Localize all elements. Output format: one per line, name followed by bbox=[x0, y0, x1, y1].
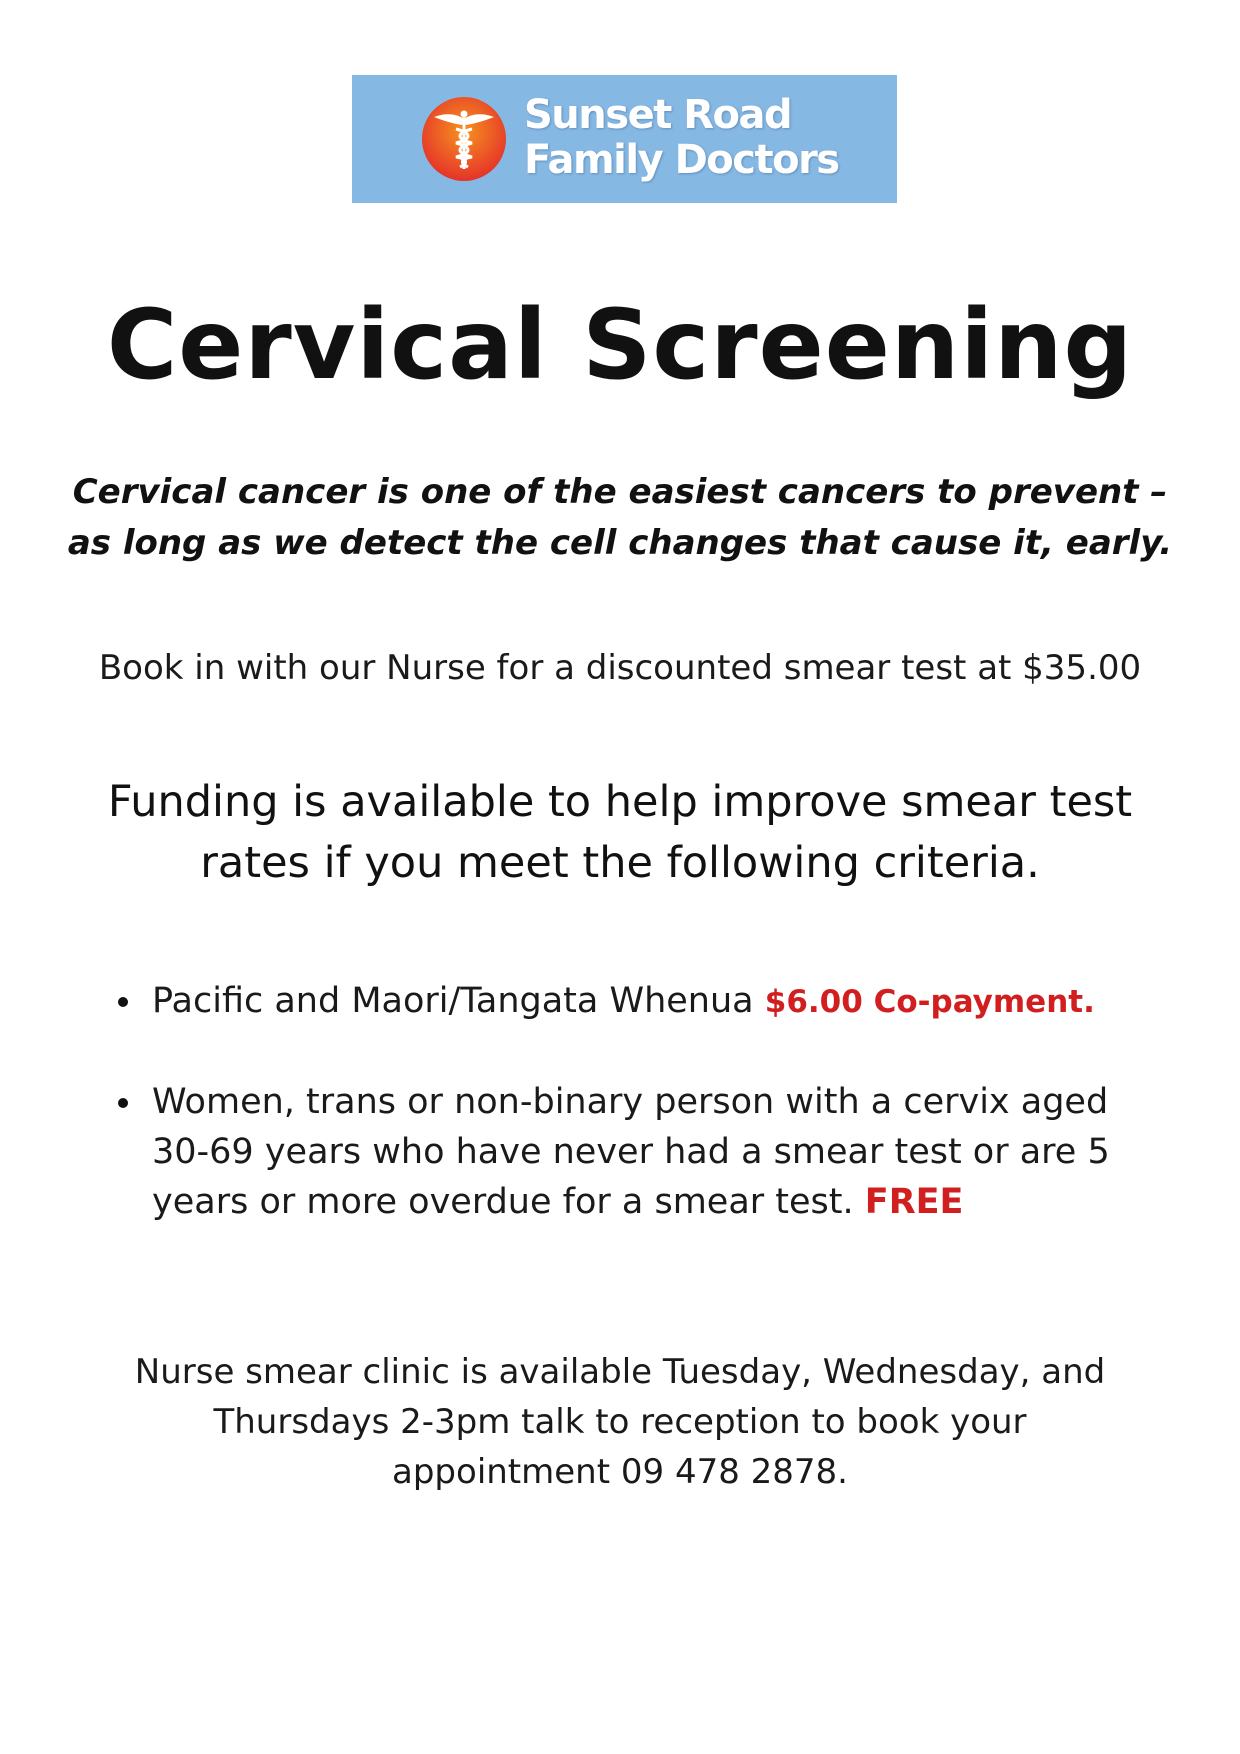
criteria-item-1-text: Pacific and Maori/Tangata Whenua bbox=[152, 981, 765, 1021]
criteria-item-2-line1: Women, trans or non-binary person with a cervix aged bbox=[152, 1082, 1109, 1122]
criteria-item-text bbox=[152, 976, 1190, 1027]
funding-statement bbox=[60, 772, 1180, 894]
practice-name bbox=[524, 93, 884, 183]
criteria-list bbox=[110, 976, 1190, 1227]
funding-line2: rates if you meet the following criteria. bbox=[200, 838, 1040, 888]
funding-line1: Funding is available to help improve smear test bbox=[107, 777, 1133, 827]
caduceus-icon bbox=[420, 95, 508, 183]
clinic-line1: Nurse smear clinic is available Tuesday, Wednesday, and bbox=[134, 1352, 1106, 1392]
practice-name-line2: Family Doctors bbox=[524, 137, 839, 183]
co-payment-highlight: $6.00 Co-payment. bbox=[764, 984, 1095, 1020]
clinic-info bbox=[60, 1347, 1180, 1497]
booking-offer: Book in with our Nurse for a discounted smear test at $35.00 bbox=[98, 648, 1142, 688]
intro-line1: Cervical cancer is one of the easiest cancers to prevent – bbox=[72, 472, 1168, 512]
practice-name-line1: Sunset Road bbox=[524, 92, 792, 138]
criteria-item-2-line3-wrap bbox=[152, 1177, 1190, 1227]
intro-statement bbox=[60, 467, 1180, 569]
bullet-icon bbox=[118, 1098, 128, 1108]
criteria-item-2-line3: years or more overdue for a smear test. bbox=[152, 1182, 865, 1222]
free-highlight: FREE bbox=[864, 1182, 964, 1222]
page-title: Cervical Screening bbox=[106, 289, 1134, 401]
intro-line2: as long as we detect the cell changes that cause it, early. bbox=[67, 523, 1173, 563]
list-item bbox=[110, 976, 1190, 1027]
clinic-line2: Thursdays 2-3pm talk to reception to book your bbox=[213, 1402, 1027, 1442]
bullet-icon bbox=[118, 997, 128, 1007]
criteria-item-2-line2: 30-69 years who have never had a smear test or are 5 bbox=[152, 1132, 1110, 1172]
practice-logo bbox=[352, 75, 897, 203]
list-item bbox=[110, 1077, 1190, 1227]
clinic-line3: appointment 09 478 2878. bbox=[392, 1452, 848, 1492]
